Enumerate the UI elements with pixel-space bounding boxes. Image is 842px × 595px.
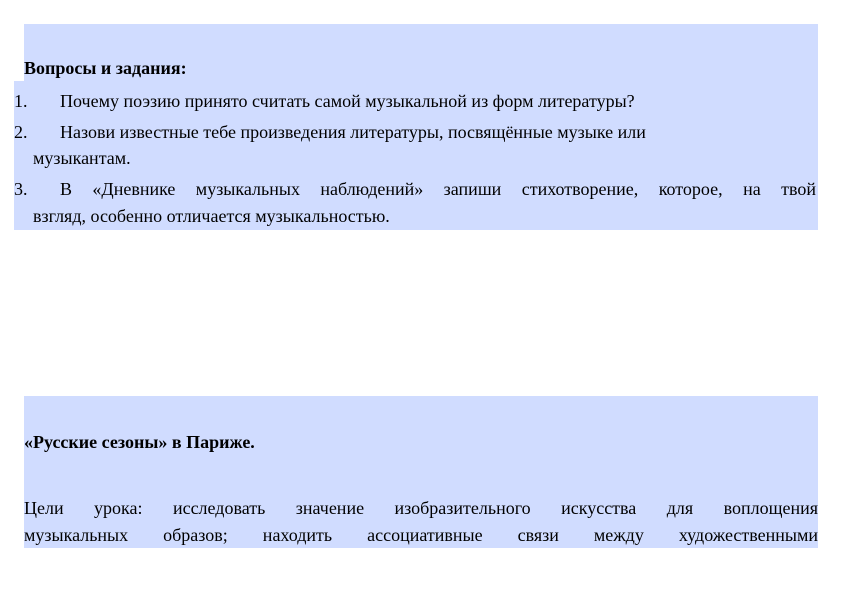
question-2-text-cont: музыкантам. (33, 148, 131, 168)
question-3-number: 3. (14, 179, 28, 199)
question-2-text: Назови известные тебе произведения литературы, посвящённые музыке или (60, 122, 646, 142)
question-1-text: Почему поэзию принято считать самой музыкальной из форм литературы? (60, 91, 635, 111)
lesson-goals-line2: музыкальных образов; находить ассоциативные связи между художественными (24, 525, 818, 545)
question-2-number: 2. (14, 122, 28, 142)
question-3-text-cont: взгляд, особенно отличается музыкальностью. (33, 206, 390, 226)
lesson-goals-line1: Цели урока: исследовать значение изобразительного искусства для воплощения (24, 498, 818, 518)
lesson-title: «Русские сезоны» в Париже. (24, 432, 255, 452)
questions-heading: Вопросы и задания: (24, 58, 187, 78)
question-3-text: В «Дневнике музыкальных наблюдений» запиши стихотворение, которое, на твой (60, 179, 816, 199)
question-1-number: 1. (14, 91, 28, 111)
